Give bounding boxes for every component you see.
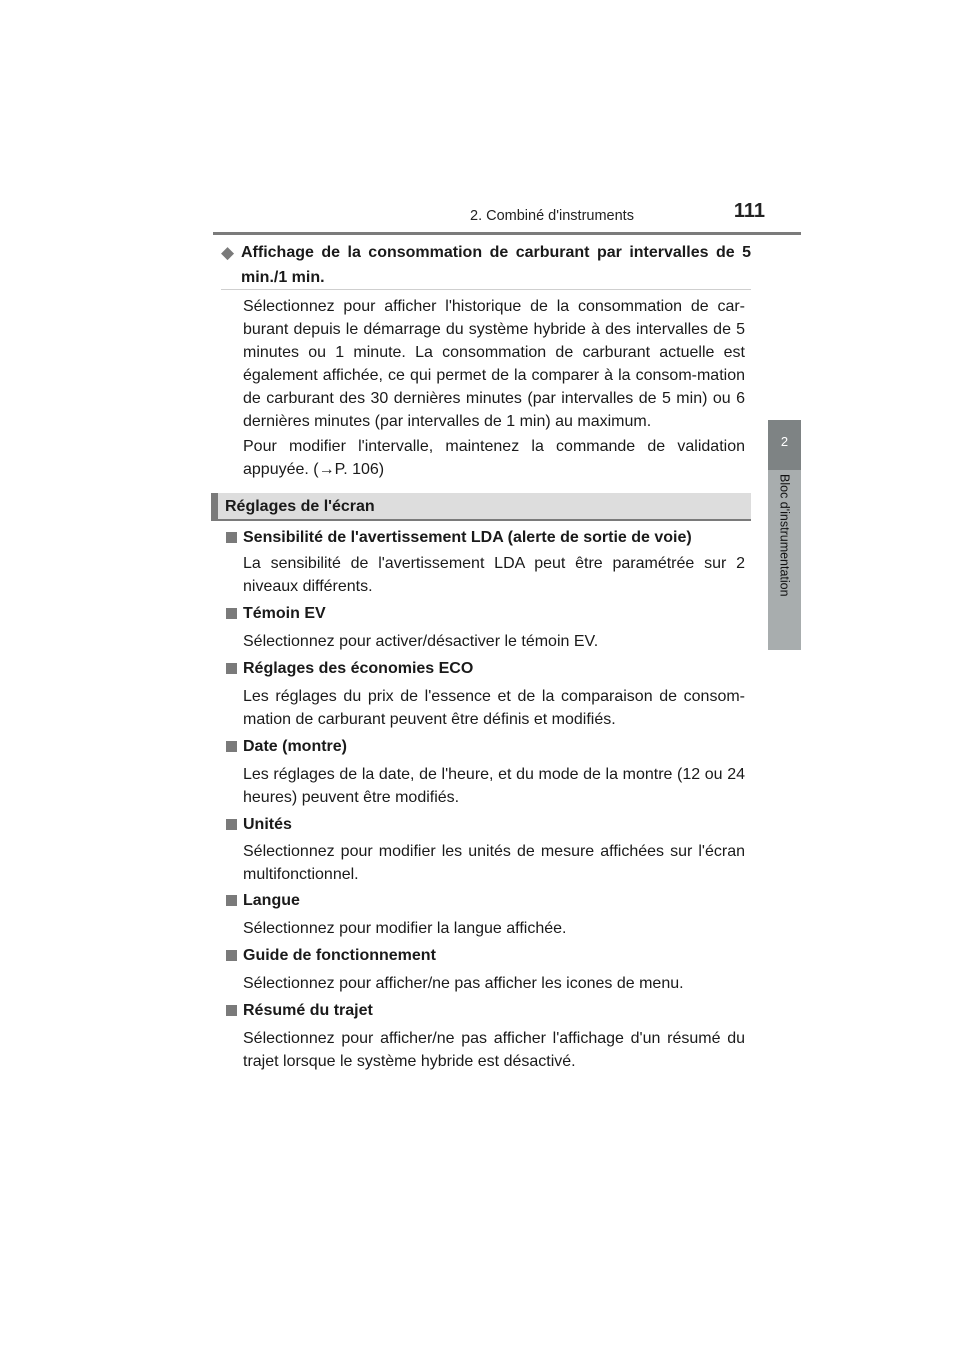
setting-text-eco: Les réglages du prix de l'essence et de la comparaison de consom-mation de carburant peuvent être définis et modifiés.	[243, 688, 745, 728]
heading-rule	[221, 289, 751, 290]
page-number: 111	[733, 200, 765, 222]
setting-label-date: Date (montre)	[226, 736, 756, 758]
square-bullet-icon	[226, 950, 237, 961]
square-bullet-icon	[226, 819, 237, 830]
square-bullet-icon	[226, 741, 237, 752]
settings-banner-title: Réglages de l'écran	[225, 498, 375, 515]
setting-label-units: Unités	[226, 814, 756, 836]
chapter-title: 2. Combiné d'instruments	[470, 208, 634, 224]
setting-text-date: Les réglages de la date, de l'heure, et du mode de la montre (12 ou 24 heures) peuvent être modifiés.	[243, 766, 745, 806]
banner-rule	[211, 519, 751, 521]
diamond-bullet-icon: ◆	[221, 243, 235, 262]
setting-label-eco: Réglages des économies ECO	[226, 658, 756, 680]
side-tab-label: Bloc d'instrumentation	[777, 474, 792, 597]
square-bullet-icon	[226, 895, 237, 906]
header-rule	[213, 232, 801, 235]
settings-banner	[211, 493, 751, 519]
setting-text-language: Sélectionnez pour modifier la langue affichée.	[243, 920, 567, 937]
square-bullet-icon	[226, 663, 237, 674]
setting-text-ev: Sélectionnez pour activer/désactiver le témoin EV.	[243, 633, 599, 650]
section-heading-text: Affichage de la consommation de carburant par intervalles de 5 min./1 min.	[241, 244, 751, 286]
section-heading	[221, 240, 751, 290]
setting-label-trip: Résumé du trajet	[226, 1000, 756, 1022]
square-bullet-icon	[226, 1005, 237, 1016]
setting-label-lda: Sensibilité de l'avertissement LDA (alerte de sortie de voie)	[226, 527, 756, 549]
section-paragraph-1: Sélectionnez pour afficher l'historique de la consommation de car-burant depuis le démarrage du système hybride à des intervalles de 5 minutes ou 1 minute. La consommation de carburant actuelle est également affichée, ce qui permet de la comparer à la consom-mation de carburant des 30 dernières minutes (par intervalles de 5 min) ou 6 dernières minutes (par intervalles de 1 min) au maximum.	[243, 298, 745, 430]
square-bullet-icon	[226, 532, 237, 543]
square-bullet-icon	[226, 608, 237, 619]
setting-text-trip: Sélectionnez pour afficher/ne pas afficher l'affichage d'un résumé du trajet lorsque le système hybride est désactivé.	[243, 1030, 745, 1070]
setting-text-units: Sélectionnez pour modifier les unités de mesure affichées sur l'écran multifonctionnel.	[243, 843, 745, 883]
side-tab-number: 2	[780, 434, 789, 449]
setting-label-ev: Témoin EV	[226, 603, 756, 625]
setting-text-guide: Sélectionnez pour afficher/ne pas afficher les icones de menu.	[243, 975, 684, 992]
section-paragraph-2: Pour modifier l'intervalle, maintenez la commande de validation appuyée. (→P. 106)	[243, 438, 745, 478]
setting-text-lda: La sensibilité de l'avertissement LDA peut être paramétrée sur 2 niveaux différents.	[243, 555, 745, 595]
setting-label-guide: Guide de fonctionnement	[226, 945, 756, 967]
setting-label-language: Langue	[226, 890, 756, 912]
banner-accent-bar	[211, 493, 218, 519]
